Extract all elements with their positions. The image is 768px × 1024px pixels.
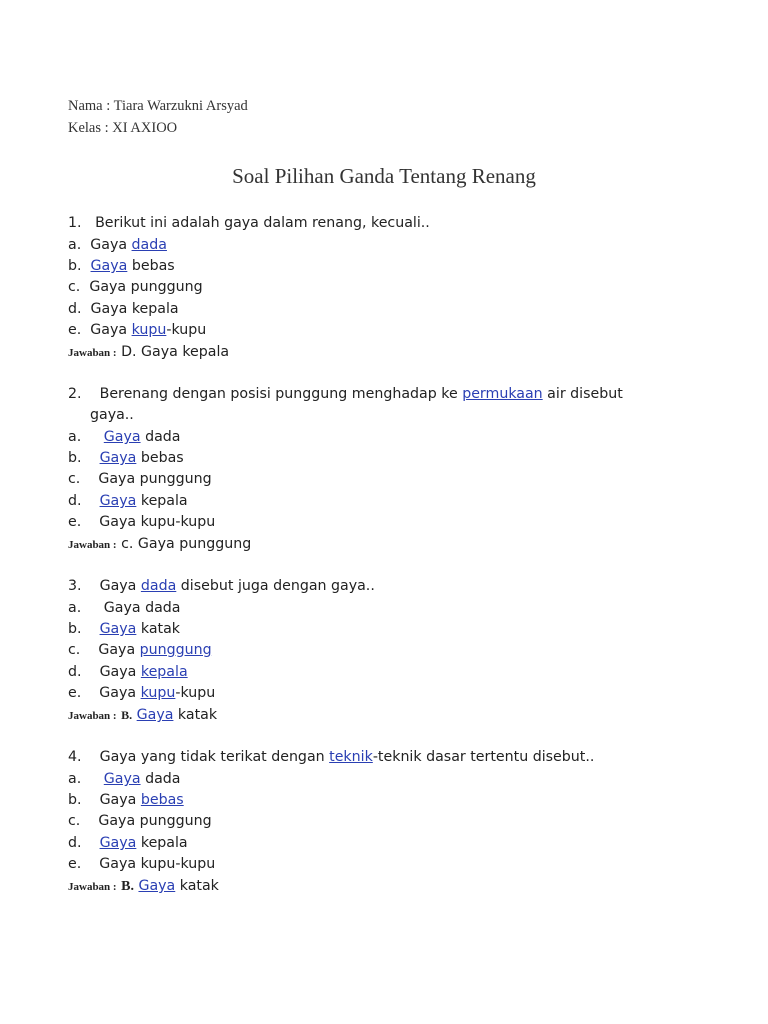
- option-link[interactable]: Gaya: [90, 258, 128, 274]
- option-link[interactable]: Gaya: [99, 450, 137, 466]
- option-d: [68, 663, 188, 681]
- question-2-text-cont: gaya..: [90, 407, 134, 423]
- question-text: Berikut ini adalah gaya dalam renang, kecuali..: [95, 215, 430, 231]
- option-text: dada: [140, 771, 181, 787]
- option-letter: b.: [68, 450, 82, 466]
- option-text: -kupu: [166, 322, 207, 338]
- option-e: [68, 513, 215, 531]
- option-c: [68, 278, 203, 296]
- question-text: air disebut: [542, 386, 623, 402]
- option-text: Gaya: [90, 322, 132, 338]
- option-text: Gaya punggung: [89, 279, 203, 295]
- option-text: Gaya punggung: [98, 471, 212, 487]
- option-letter: a.: [68, 237, 82, 253]
- option-letter: b.: [68, 792, 82, 808]
- option-text: Gaya: [99, 664, 141, 680]
- option-text: katak: [136, 621, 180, 637]
- option-letter: a.: [68, 600, 82, 616]
- option-b: [68, 257, 175, 275]
- student-class: Kelas : XI AXIOO: [68, 120, 178, 136]
- answer-letter: B.: [121, 708, 133, 722]
- question-link[interactable]: permukaan: [462, 386, 543, 402]
- option-letter: d.: [68, 493, 82, 509]
- option-d: [68, 300, 179, 318]
- answer-text: c. Gaya punggung: [121, 536, 252, 552]
- answer-link[interactable]: Gaya: [136, 707, 174, 723]
- option-d: [68, 492, 188, 510]
- page-title: Soal Pilihan Ganda Tentang Renang: [232, 164, 536, 188]
- option-letter: d.: [68, 835, 82, 851]
- option-link[interactable]: bebas: [140, 792, 184, 808]
- option-text: Gaya punggung: [98, 813, 212, 829]
- option-d: [68, 834, 188, 852]
- question-number: 2.: [68, 386, 82, 402]
- option-text: Gaya: [98, 642, 140, 658]
- option-c: [68, 641, 212, 659]
- option-text: Gaya kupu-kupu: [99, 856, 216, 872]
- option-text: kepala: [136, 493, 188, 509]
- option-letter: e.: [68, 685, 82, 701]
- option-letter: b.: [68, 258, 82, 274]
- option-link[interactable]: Gaya: [99, 835, 137, 851]
- option-c: [68, 812, 212, 830]
- option-letter: c.: [68, 813, 81, 829]
- option-b: [68, 449, 184, 467]
- option-letter: d.: [68, 664, 82, 680]
- option-link[interactable]: Gaya: [99, 493, 137, 509]
- question-number: 3.: [68, 578, 82, 594]
- question-text: -teknik dasar tertentu disebut..: [372, 749, 595, 765]
- option-e: [68, 684, 215, 702]
- option-text: Gaya dada: [103, 600, 181, 616]
- answer-link[interactable]: Gaya: [138, 878, 176, 894]
- answer-1: [68, 343, 229, 362]
- option-link[interactable]: dada: [131, 237, 167, 253]
- option-link[interactable]: Gaya: [103, 429, 141, 445]
- option-letter: c.: [68, 642, 81, 658]
- option-letter: c.: [68, 279, 81, 295]
- answer-text: katak: [173, 707, 218, 723]
- option-text: Gaya kepala: [90, 301, 179, 317]
- question-link[interactable]: dada: [140, 578, 177, 594]
- answer-label: Jawaban :: [68, 881, 117, 893]
- option-link[interactable]: punggung: [139, 642, 212, 658]
- question-text: Gaya yang tidak terikat dengan: [99, 749, 330, 765]
- answer-label: Jawaban :: [68, 710, 117, 722]
- option-text: Gaya: [99, 685, 141, 701]
- question-number: 4.: [68, 749, 82, 765]
- answer-3: [68, 706, 217, 725]
- option-b: [68, 791, 184, 809]
- option-link[interactable]: kupu: [140, 685, 176, 701]
- question-text: disebut juga dengan gaya..: [176, 578, 375, 594]
- answer-text: katak: [175, 878, 219, 894]
- option-text: bebas: [136, 450, 184, 466]
- option-letter: e.: [68, 322, 82, 338]
- question-link[interactable]: teknik: [329, 749, 373, 765]
- question-text: Berenang dengan posisi punggung menghadap ke: [99, 386, 463, 402]
- option-link[interactable]: kupu: [131, 322, 167, 338]
- option-e: [68, 855, 215, 873]
- question-text: Gaya: [99, 578, 141, 594]
- question-2-text: [68, 385, 623, 403]
- option-letter: b.: [68, 621, 82, 637]
- answer-label: Jawaban :: [68, 539, 117, 551]
- answer-label: Jawaban :: [68, 347, 117, 359]
- option-text: dada: [140, 429, 181, 445]
- option-a: [68, 599, 180, 617]
- option-letter: d.: [68, 301, 82, 317]
- answer-4: [68, 877, 219, 896]
- answer-letter: B.: [121, 879, 134, 894]
- option-link[interactable]: Gaya: [99, 621, 137, 637]
- question-1-text: [68, 214, 430, 232]
- option-text: Gaya kupu-kupu: [99, 514, 216, 530]
- option-c: [68, 470, 212, 488]
- answer-2: [68, 535, 251, 554]
- option-letter: a.: [68, 429, 82, 445]
- option-link[interactable]: Gaya: [103, 771, 141, 787]
- option-b: [68, 620, 180, 638]
- option-e: [68, 321, 206, 339]
- option-text: -kupu: [175, 685, 216, 701]
- option-letter: c.: [68, 471, 81, 487]
- option-letter: e.: [68, 856, 82, 872]
- question-4-text: [68, 748, 594, 766]
- option-text: bebas: [127, 258, 175, 274]
- answer-text: D. Gaya kepala: [121, 344, 230, 360]
- option-text: Gaya: [90, 237, 132, 253]
- option-letter: a.: [68, 771, 82, 787]
- option-letter: e.: [68, 514, 82, 530]
- option-text: Gaya: [99, 792, 141, 808]
- option-link[interactable]: kepala: [140, 664, 188, 680]
- question-number: 1.: [68, 215, 82, 231]
- option-a: [68, 428, 180, 446]
- student-name: Nama : Tiara Warzukni Arsyad: [68, 98, 248, 114]
- option-a: [68, 236, 167, 254]
- option-text: kepala: [136, 835, 188, 851]
- option-a: [68, 770, 180, 788]
- question-3-text: [68, 577, 375, 595]
